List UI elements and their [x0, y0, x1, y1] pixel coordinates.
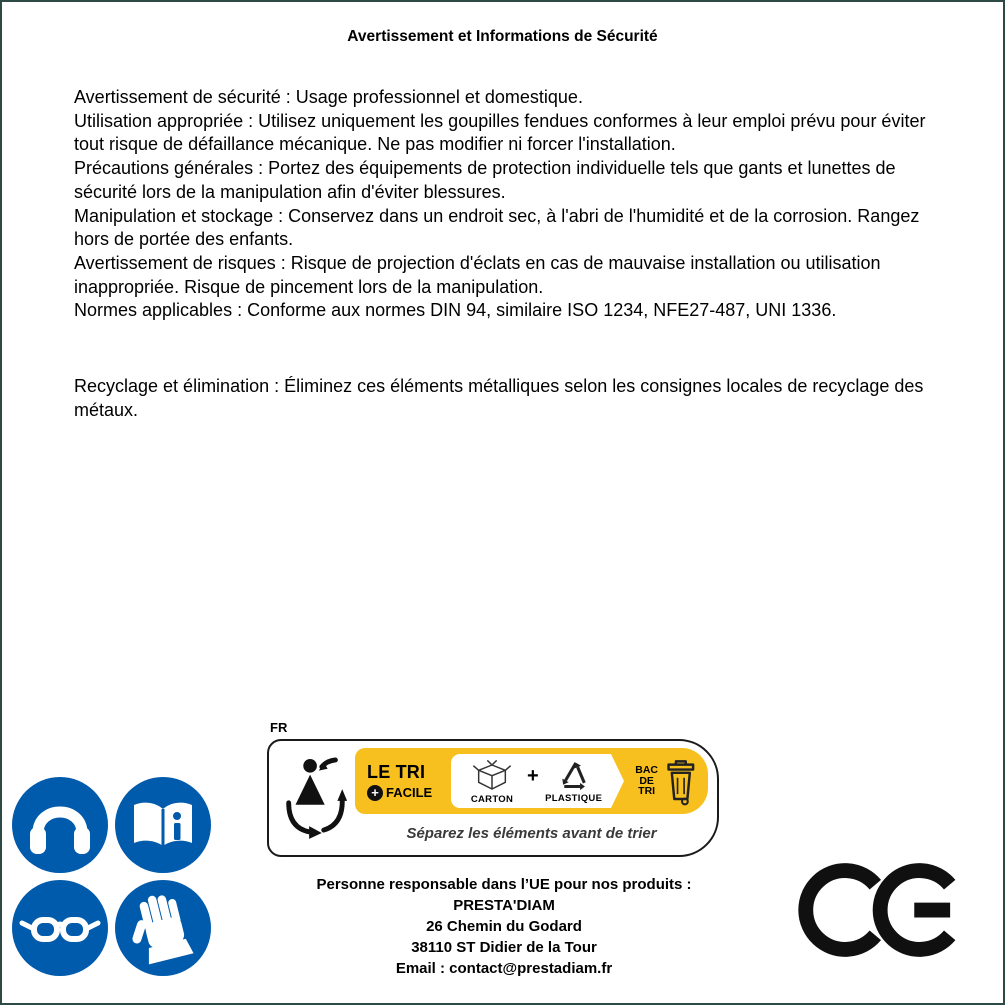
- bac-de-tri-block: [635, 756, 708, 806]
- tri-facile-wordmark: [355, 762, 451, 801]
- info-tri-label: [267, 739, 719, 857]
- plus-icon: +: [367, 785, 383, 801]
- bac-de-tri-label: BAC DE TRI: [635, 764, 658, 798]
- warning-paragraph-usage: Utilisation appropriée : Utilisez uniquement les goupilles fendues conformes à leur emploi prévu pour éviter tout risque de défaillance mécanique. Ne pas modifier ni forcer l'installation.: [74, 110, 926, 155]
- triman-icon: [277, 753, 351, 839]
- responsible-contact-block: [254, 874, 754, 979]
- recycling-paragraph: Recyclage et élimination : Éliminez ces éléments métalliques selon les consignes locales de recyclage des métaux.: [74, 376, 924, 420]
- warning-paragraph-precautions: Précautions générales : Portez des équipements de protection individuelle tels que gants et lunettes de sécurité lors de la manipulation afin d'éviter blessures.: [74, 158, 896, 202]
- warning-paragraph-risks: Avertissement de risques : Risque de projection d'éclats en cas de mauvaise installation ou utilisation inappropriée. Risque de pincement lors de la manipulation.: [74, 252, 881, 297]
- warning-paragraph-standards: Normes applicables : Conforme aux normes DIN 94, similaire ISO 1234, NFE27-487, UNI 1336.: [74, 300, 837, 321]
- company-name: PRESTA'DIAM: [453, 897, 555, 914]
- responsible-intro: Personne responsable dans l’UE pour nos produits :: [316, 876, 692, 893]
- warning-paragraph-safety: Avertissement de sécurité : Usage professionnel et domestique.: [74, 87, 583, 107]
- ear-protection-icon: [12, 777, 108, 873]
- materials-panel: [451, 754, 611, 808]
- materials-plus-separator: +: [527, 764, 539, 787]
- plastique-label: PLASTIQUE: [545, 793, 603, 804]
- address-line-1: 26 Chemin du Godard: [426, 918, 582, 935]
- mandatory-pictogram-grid: [12, 777, 212, 976]
- carton-icon: [468, 757, 516, 793]
- sorting-tagline: Séparez les éléments avant de trier: [406, 825, 657, 842]
- contact-email: Email : contact@prestadiam.fr: [395, 960, 613, 977]
- country-code-label: FR: [270, 720, 288, 735]
- waste-bin-icon: [662, 756, 698, 806]
- material-carton: [461, 757, 523, 805]
- address-line-2: 38110 ST Didier de la Tour: [411, 939, 597, 956]
- page-title: Avertissement et Informations de Sécurité: [347, 28, 658, 45]
- recycling-triangle-icon: [554, 758, 594, 792]
- le-tri-text: LE TRI: [367, 761, 426, 782]
- tri-facile-band: [355, 748, 708, 814]
- eye-protection-icon: [12, 880, 108, 976]
- read-manual-icon: [115, 777, 211, 873]
- warning-paragraph-storage: Manipulation et stockage : Conservez dans un endroit sec, à l'abri de l'humidité et de la corrosion. Rangez hors de portée des enfants.: [74, 205, 920, 250]
- material-plastique: [543, 758, 605, 804]
- hand-protection-icon: [115, 880, 211, 976]
- ce-mark-icon: [797, 854, 972, 966]
- warning-text-block: [74, 86, 926, 422]
- carton-label: CARTON: [470, 794, 514, 805]
- facile-text: FACILE: [386, 785, 433, 800]
